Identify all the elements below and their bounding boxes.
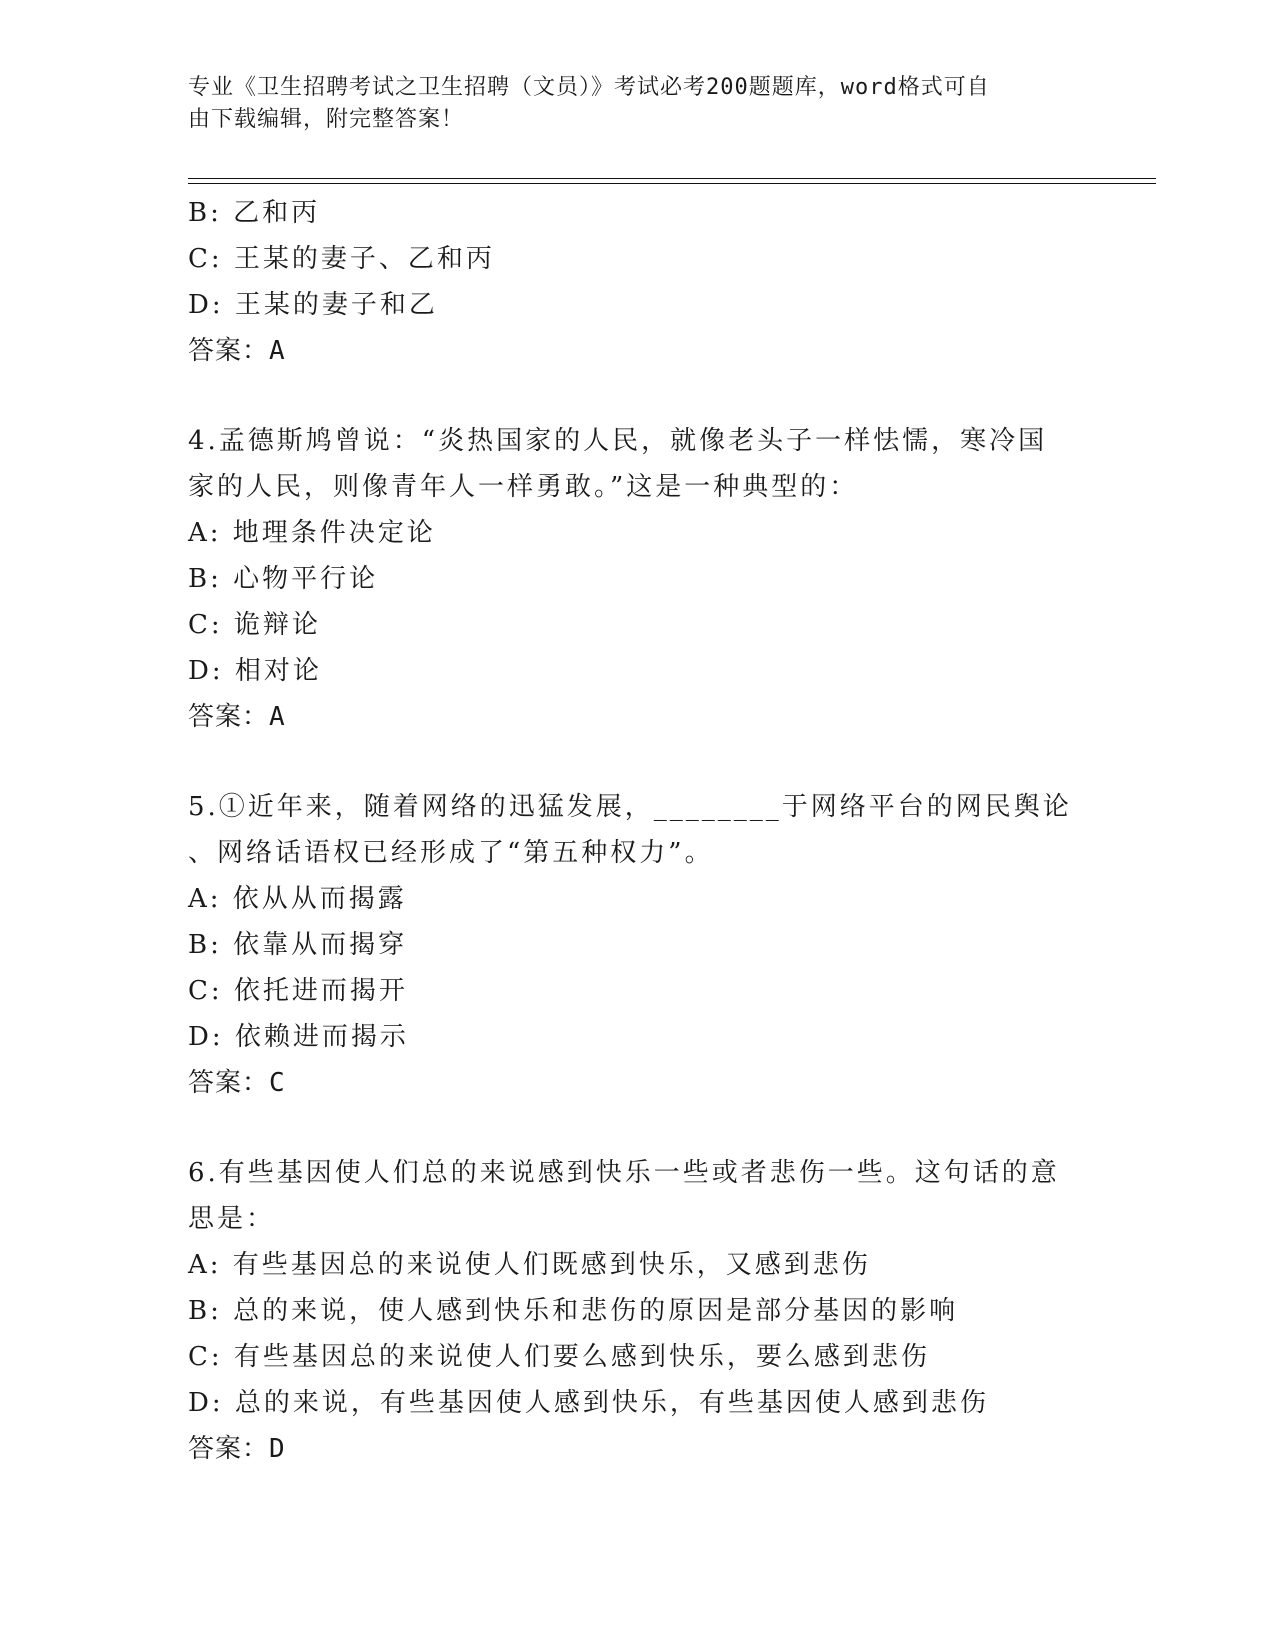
question-text-line: 5.①近年来，随着网络的迅猛发展，________于网络平台的网民舆论 [188,792,1072,822]
option-b: B: 乙和丙 [188,198,321,228]
question-text-line: 6.有些基因使人们总的来说感到快乐一些或者悲伤一些。这句话的意 [188,1158,1060,1188]
option-d: D: 王某的妻子和乙 [188,290,438,320]
answer-label: 答案： [188,702,270,732]
answer-label: 答案： [188,1434,270,1464]
answer-label: 答案： [188,1068,270,1098]
option-b: B: 依靠从而揭穿 [188,930,408,960]
option-a: A: 地理条件决定论 [188,518,436,548]
question-4 [188,418,1088,740]
question-text-line: 、网络话语权已经形成了“第五种权力”。 [188,838,714,868]
option-c: C: 诡辩论 [188,610,321,640]
option-c: C: 有些基因总的来说使人们要么感到快乐，要么感到悲伤 [188,1342,930,1372]
answer-value: A [269,336,286,366]
question-text-line: 4.孟德斯鸠曾说：“炎热国家的人民，就像老头子一样怯懦，寒冷国 [188,426,1048,456]
answer-value: D [269,1434,286,1464]
option-d: D: 相对论 [188,656,322,686]
question-6 [188,1150,1088,1472]
answer-line [188,328,1088,374]
header-rule-bottom [188,183,1156,184]
header-rule-top [188,178,1156,179]
answer-value: A [269,702,286,732]
option-a: A: 有些基因总的来说使人们既感到快乐，又感到悲伤 [188,1250,871,1280]
option-c: C: 王某的妻子、乙和丙 [188,244,495,274]
header-line-2: 由下载编辑，附完整答案！ [188,107,465,132]
question-text-line: 思是： [188,1204,276,1234]
question-5 [188,784,1088,1106]
option-a: A: 依从从而揭露 [188,884,407,914]
question-3-continued [188,190,1088,374]
header-line-1: 专业《卫生招聘考试之卫生招聘（文员）》考试必考200题题库，word格式可自 [188,75,990,100]
option-b: B: 心物平行论 [188,564,379,594]
option-c: C: 依托进而揭开 [188,976,408,1006]
answer-label: 答案： [188,336,270,366]
answer-line [188,1060,1088,1106]
option-d: D: 依赖进而揭示 [188,1022,409,1052]
option-d: D: 总的来说，有些基因使人感到快乐，有些基因使人感到悲伤 [188,1388,989,1418]
answer-line [188,694,1088,740]
document-header [188,72,1068,136]
option-b: B: 总的来说，使人感到快乐和悲伤的原因是部分基因的影响 [188,1296,959,1326]
question-body [188,190,1088,1472]
answer-value: C [269,1068,286,1098]
question-text-line: 家的人民，则像青年人一样勇敢。”这是一种典型的： [188,472,859,502]
answer-line [188,1426,1088,1472]
